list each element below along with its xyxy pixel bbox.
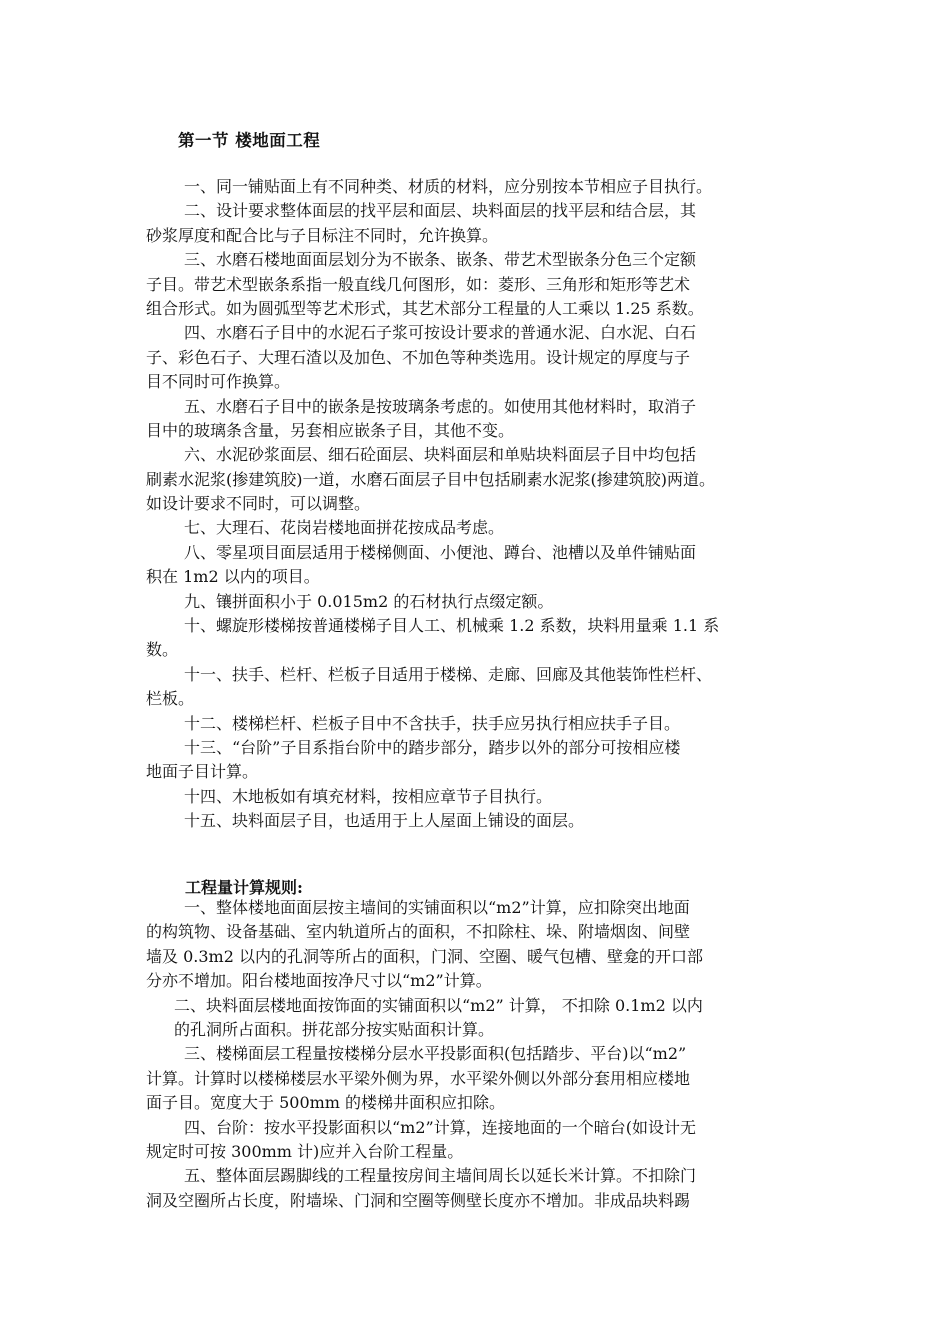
text-line: 目中的玻璃条含量，另套相应嵌条子目，其他不变。: [146, 420, 515, 440]
text-line: 六、水泥砂浆面层、细石砼面层、块料面层和单贴块料面层子目中均包括: [184, 445, 697, 465]
text-line: 的孔洞所占面积。拼花部分按实贴面积计算。: [174, 1019, 495, 1039]
section-title: 第一节 楼地面工程: [178, 131, 321, 150]
text-line: 墙及 0.3m2 以内的孔洞等所占的面积，门洞、空圈、暖气包槽、壁龛的开口部: [146, 946, 703, 966]
text-line: 十四、木地板如有填充材料，按相应章节子目执行。: [184, 786, 553, 806]
note-5: [146, 395, 811, 444]
note-10: [146, 614, 811, 663]
text-line: 八、零星项目面层适用于楼梯侧面、小便池、蹲台、池槽以及单件铺贴面: [184, 542, 697, 562]
rule-5: [146, 1164, 811, 1213]
note-1: [146, 175, 811, 199]
rule-1: [146, 896, 811, 994]
text-line: 目不同时可作换算。: [146, 372, 291, 392]
text-line: 地面子目计算。: [146, 762, 259, 782]
note-6: [146, 443, 811, 516]
note-7: [146, 516, 811, 540]
text-line: 五、水磨石子目中的嵌条是按玻璃条考虑的。如使用其他材料时，取消子: [184, 396, 697, 416]
text-line: 组合形式。如为圆弧型等艺术形式，其艺术部分工程量的人工乘以 1.25 系数。: [146, 298, 704, 318]
text-line: 一、同一铺贴面上有不同种类、材质的材料，应分别按本节相应子目执行。: [184, 177, 713, 196]
note-14: [146, 785, 811, 809]
text-line: 栏板。: [146, 689, 195, 709]
text-line: 的构筑物、设备基础、室内轨道所占的面积，不扣除柱、垛、附墙烟囱、间壁: [146, 922, 691, 942]
rule-2: [146, 994, 811, 1043]
text-line: 数。: [146, 640, 179, 660]
text-line: 十、螺旋形楼梯按普通楼梯子目人工、机械乘 1.2 系数，块料用量乘 1.1 系: [184, 616, 720, 636]
text-line: 子、彩色石子、大理石渣以及加色、不加色等种类选用。设计规定的厚度与子: [146, 347, 691, 367]
note-11: [146, 663, 811, 712]
text-line: 子目。带艺术型嵌条系指一般直线几何图形，如：菱形、三角形和矩形等艺术: [146, 274, 691, 294]
text-line: 洞及空圈所占长度，附墙垛、门洞和空圈等侧壁长度亦不增加。非成品块料踢: [146, 1190, 691, 1210]
note-3: [146, 248, 811, 321]
text-line: 十五、块料面层子目，也适用于上人屋面上铺设的面层。: [184, 811, 585, 831]
rules-section: [146, 896, 811, 1213]
text-line: 三、水磨石楼地面面层划分为不嵌条、嵌条、带艺术型嵌条分色三个定额: [184, 250, 697, 270]
text-line: 四、水磨石子目中的水泥石子浆可按设计要求的普通水泥、白水泥、白石: [184, 323, 697, 343]
text-line: 刷素水泥浆(掺建筑胶)一道，水磨石面层子目中包括刷素水泥浆(掺建筑胶)两道。: [146, 469, 715, 489]
note-15: [146, 809, 811, 833]
text-line: 二、块料面层楼地面按饰面的实铺面积以“m2” 计算， 不扣除 0.1m2 以内: [174, 995, 703, 1015]
text-line: 面子目。宽度大于 500mm 的楼梯井面积应扣除。: [146, 1093, 506, 1113]
text-line: 规定时可按 300mm 计)应并入台阶工程量。: [146, 1141, 464, 1161]
rule-3: [146, 1042, 811, 1115]
text-line: 积在 1m2 以内的项目。: [146, 567, 320, 587]
text-line: 一、整体楼地面面层按主墙间的实铺面积以“m2”计算，应扣除突出地面: [184, 898, 690, 917]
rules-title: 工程量计算规则:: [185, 878, 303, 897]
note-4: [146, 321, 811, 394]
rule-4: [146, 1116, 811, 1165]
text-line: 十一、扶手、栏杆、栏板子目适用于楼梯、走廊、回廊及其他装饰性栏杆、: [184, 664, 713, 684]
text-line: 十三、“台阶”子目系指台阶中的踏步部分，踏步以外的部分可按相应楼: [184, 737, 681, 757]
text-line: 分亦不增加。阳台楼地面按净尺寸以“m2”计算。: [146, 971, 492, 991]
text-line: 九、镶拼面积小于 0.015m2 的石材执行点缀定额。: [184, 591, 554, 611]
text-line: 三、楼梯面层工程量按楼梯分层水平投影面积(包括踏步、平台)以“m2”: [184, 1044, 687, 1064]
text-line: 计算。计算时以楼梯楼层水平梁外侧为界，水平梁外侧以外部分套用相应楼地: [146, 1068, 691, 1088]
notes-section: [146, 175, 811, 834]
text-line: 十二、楼梯栏杆、栏板子目中不含扶手，扶手应另执行相应扶手子目。: [184, 713, 681, 733]
text-line: 砂浆厚度和配合比与子目标注不同时，允许换算。: [146, 225, 499, 245]
text-line: 如设计要求不同时，可以调整。: [146, 494, 371, 514]
note-9: [146, 590, 811, 614]
text-line: 四、台阶：按水平投影面积以“m2”计算，连接地面的一个暗台(如设计无: [184, 1117, 696, 1137]
text-line: 七、大理石、花岗岩楼地面拼花按成品考虑。: [184, 518, 505, 538]
text-line: 二、设计要求整体面层的找平层和面层、块料面层的找平层和结合层，其: [184, 201, 697, 221]
text-line: 五、整体面层踢脚线的工程量按房间主墙间周长以延长米计算。不扣除门: [184, 1166, 697, 1186]
note-2: [146, 199, 811, 248]
note-12: [146, 712, 811, 736]
note-13: [146, 736, 811, 785]
note-8: [146, 541, 811, 590]
